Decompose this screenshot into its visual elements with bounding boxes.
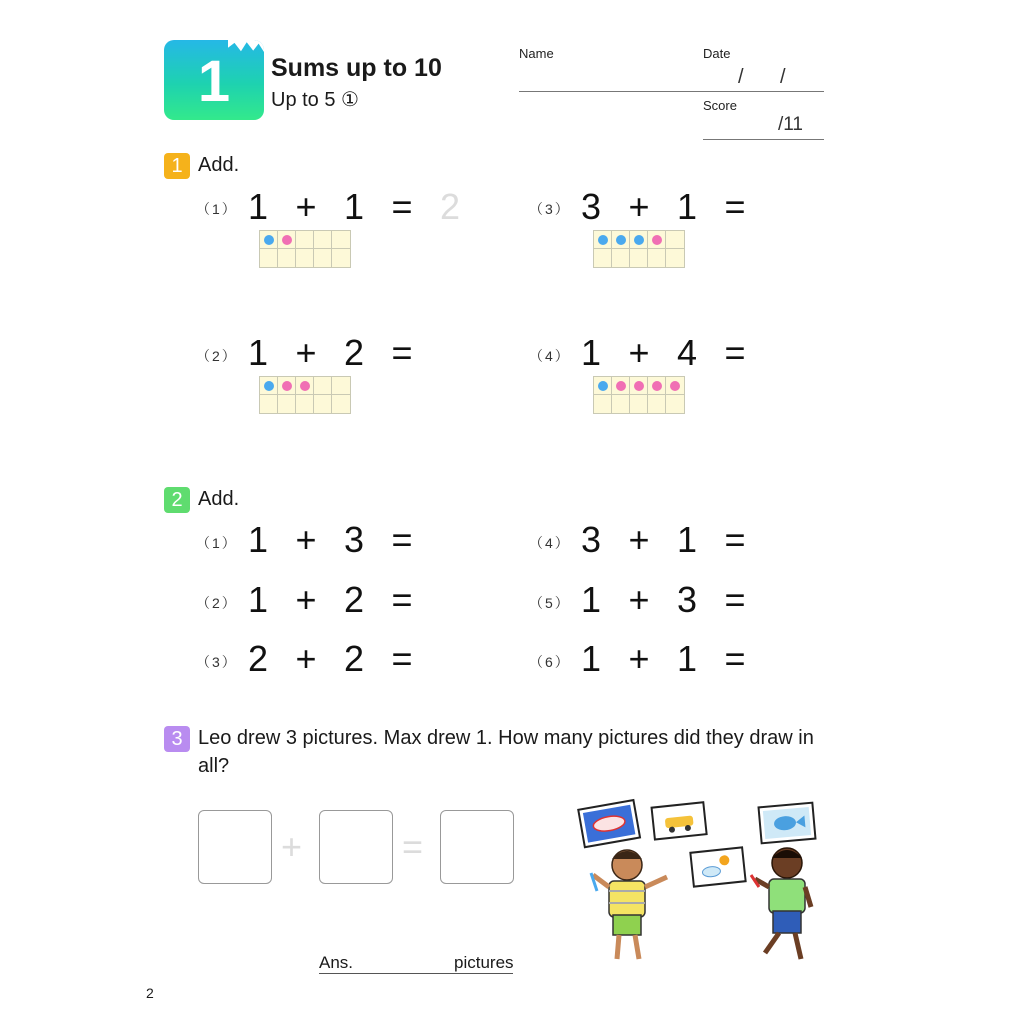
ten-frame-cell: [332, 395, 350, 413]
plus-sign: +: [281, 826, 303, 867]
score-total: /11: [778, 114, 804, 135]
kid-leo: [591, 850, 667, 959]
addend: 4: [676, 332, 698, 373]
problem-index: （4）: [529, 348, 571, 364]
ten-frame-cell: [666, 377, 684, 395]
problem-index: （3）: [529, 201, 571, 217]
equals-sign: =: [391, 579, 413, 620]
ten-frame-cell: [278, 377, 296, 395]
problem-index: （6）: [529, 654, 571, 670]
page-number: 2: [146, 985, 154, 1001]
unit-badge: [164, 40, 264, 120]
ten-frame-cell: [594, 249, 612, 267]
ten-frame-cell: [296, 395, 314, 413]
addend: 3: [676, 579, 698, 620]
plus-sign: +: [628, 332, 650, 373]
answer-line[interactable]: [319, 973, 513, 974]
addend: 3: [343, 519, 365, 560]
section-2-instruction: Add.: [198, 488, 240, 510]
blue-counter-dot: [634, 235, 644, 245]
page-subtitle: Up to 5 ①: [271, 89, 359, 111]
equals-sign: =: [724, 186, 746, 227]
ten-frame-cell: [594, 395, 612, 413]
ten-frame-cell: [612, 231, 630, 249]
ten-frame-cell: [630, 395, 648, 413]
pink-counter-dot: [634, 381, 644, 391]
addend: 3: [580, 186, 602, 227]
kid-max: [751, 848, 811, 959]
ten-frame-cell: [630, 377, 648, 395]
addend: 2: [343, 332, 365, 373]
ten-frame-cell: [594, 377, 612, 395]
equals-sign: =: [724, 519, 746, 560]
addend: 1: [247, 332, 269, 373]
blue-counter-dot: [264, 235, 274, 245]
ten-frame-cell: [612, 395, 630, 413]
picture-fish: [759, 803, 816, 844]
ten-frame-cell: [314, 231, 332, 249]
problem-index: （4）: [529, 535, 571, 551]
ten-frame-cell: [666, 249, 684, 267]
ten-frame-cell: [594, 231, 612, 249]
plus-sign: +: [295, 579, 317, 620]
addend: 1: [580, 332, 602, 373]
page-title: Sums up to 10: [271, 54, 442, 82]
name-label: Name: [519, 46, 554, 61]
plus-sign: +: [295, 186, 317, 227]
answer-box-second-addend[interactable]: [319, 810, 393, 884]
ten-frame-cell: [296, 231, 314, 249]
section-3-number: 3: [164, 726, 190, 752]
addend: 2: [247, 638, 269, 679]
addend: 1: [676, 186, 698, 227]
date-label: Date: [703, 46, 731, 61]
problem-index: （1）: [196, 535, 238, 551]
picture-rocket: [578, 800, 640, 847]
ten-frame-cell: [278, 395, 296, 413]
plus-sign: +: [295, 638, 317, 679]
ten-frame-cell: [296, 377, 314, 395]
picture-car: [652, 802, 707, 839]
section-1-instruction: Add.: [198, 154, 240, 176]
equation: [234, 187, 474, 227]
pink-counter-dot: [616, 381, 626, 391]
name-date-line[interactable]: [519, 91, 824, 92]
equation: [234, 333, 474, 373]
plus-sign: +: [628, 638, 650, 679]
equals-sign: =: [391, 332, 413, 373]
ten-frame-cell: [630, 231, 648, 249]
plus-sign: +: [295, 332, 317, 373]
example-answer[interactable]: 2: [439, 186, 461, 227]
addend: 1: [676, 519, 698, 560]
blue-counter-dot: [616, 235, 626, 245]
date-separator: /: [780, 66, 786, 88]
answer-unit: pictures: [454, 953, 514, 972]
equals-sign: =: [391, 186, 413, 227]
ten-frame: [593, 376, 685, 414]
addend: 3: [580, 519, 602, 560]
ten-frame-cell: [314, 377, 332, 395]
equation: [567, 520, 807, 560]
addend: 1: [247, 579, 269, 620]
problem-index: （5）: [529, 595, 571, 611]
plus-sign: +: [295, 519, 317, 560]
blue-counter-dot: [264, 381, 274, 391]
addend: 1: [247, 186, 269, 227]
problem-index: （2）: [196, 348, 238, 364]
ten-frame-cell: [260, 377, 278, 395]
problem-index: （3）: [196, 654, 238, 670]
ten-frame-cell: [612, 377, 630, 395]
ten-frame-cell: [314, 249, 332, 267]
plus-sign: +: [628, 186, 650, 227]
blue-counter-dot: [598, 381, 608, 391]
answer-label: Ans.: [319, 953, 354, 972]
ten-frame-cell: [332, 231, 350, 249]
section-1-number: 1: [164, 153, 190, 179]
ten-frame-cell: [648, 231, 666, 249]
pink-counter-dot: [300, 381, 310, 391]
equation: [567, 580, 807, 620]
equals-sign: =: [391, 638, 413, 679]
date-separator: /: [738, 66, 744, 88]
ten-frame-cell: [260, 395, 278, 413]
ten-frame-cell: [332, 249, 350, 267]
addend: 1: [247, 519, 269, 560]
ten-frame-cell: [630, 249, 648, 267]
ten-frame-cell: [278, 249, 296, 267]
ten-frame-cell: [260, 249, 278, 267]
ten-frame-cell: [648, 377, 666, 395]
ten-frame-cell: [648, 395, 666, 413]
blue-counter-dot: [598, 235, 608, 245]
ten-frame-cell: [666, 231, 684, 249]
word-problem: Leo drew 3 pictures. Max drew 1. How many pictures did they draw in all?: [198, 727, 814, 777]
problem-index: （1）: [196, 201, 238, 217]
ten-frame-cell: [666, 395, 684, 413]
equals-sign: =: [724, 579, 746, 620]
addend: 2: [343, 638, 365, 679]
pink-counter-dot: [282, 381, 292, 391]
plus-sign: +: [628, 579, 650, 620]
equation: [234, 580, 474, 620]
pink-counter-dot: [670, 381, 680, 391]
ten-frame: [593, 230, 685, 268]
ten-frame-cell: [260, 231, 278, 249]
equals-sign: =: [724, 332, 746, 373]
ten-frame-cell: [296, 249, 314, 267]
pink-counter-dot: [282, 235, 292, 245]
addend: 1: [580, 579, 602, 620]
pink-counter-dot: [652, 381, 662, 391]
unit-number: 1: [197, 49, 231, 114]
equals-sign: =: [402, 826, 424, 867]
equation: [234, 520, 474, 560]
section-2-number: 2: [164, 487, 190, 513]
answer-box-first-addend[interactable]: [198, 810, 272, 884]
equation: [567, 639, 807, 679]
score-label: Score: [703, 98, 737, 113]
score-line[interactable]: [703, 139, 824, 140]
equation: [567, 333, 807, 373]
picture-sunny-clouds: [690, 847, 745, 886]
answer-box-sum[interactable]: [440, 810, 514, 884]
equation: [567, 187, 807, 227]
equals-sign: =: [724, 638, 746, 679]
addend: 1: [580, 638, 602, 679]
ten-frame-cell: [332, 377, 350, 395]
equals-sign: =: [391, 519, 413, 560]
ten-frame-cell: [648, 249, 666, 267]
problem-index: （2）: [196, 595, 238, 611]
ten-frame: [259, 376, 351, 414]
plus-sign: +: [628, 519, 650, 560]
addend: 1: [676, 638, 698, 679]
kids-drawing-illustration: [575, 795, 825, 970]
equation: [234, 639, 474, 679]
ten-frame: [259, 230, 351, 268]
ten-frame-cell: [612, 249, 630, 267]
ten-frame-cell: [278, 231, 296, 249]
addend: 1: [343, 186, 365, 227]
ten-frame-cell: [314, 395, 332, 413]
addend: 2: [343, 579, 365, 620]
pink-counter-dot: [652, 235, 662, 245]
